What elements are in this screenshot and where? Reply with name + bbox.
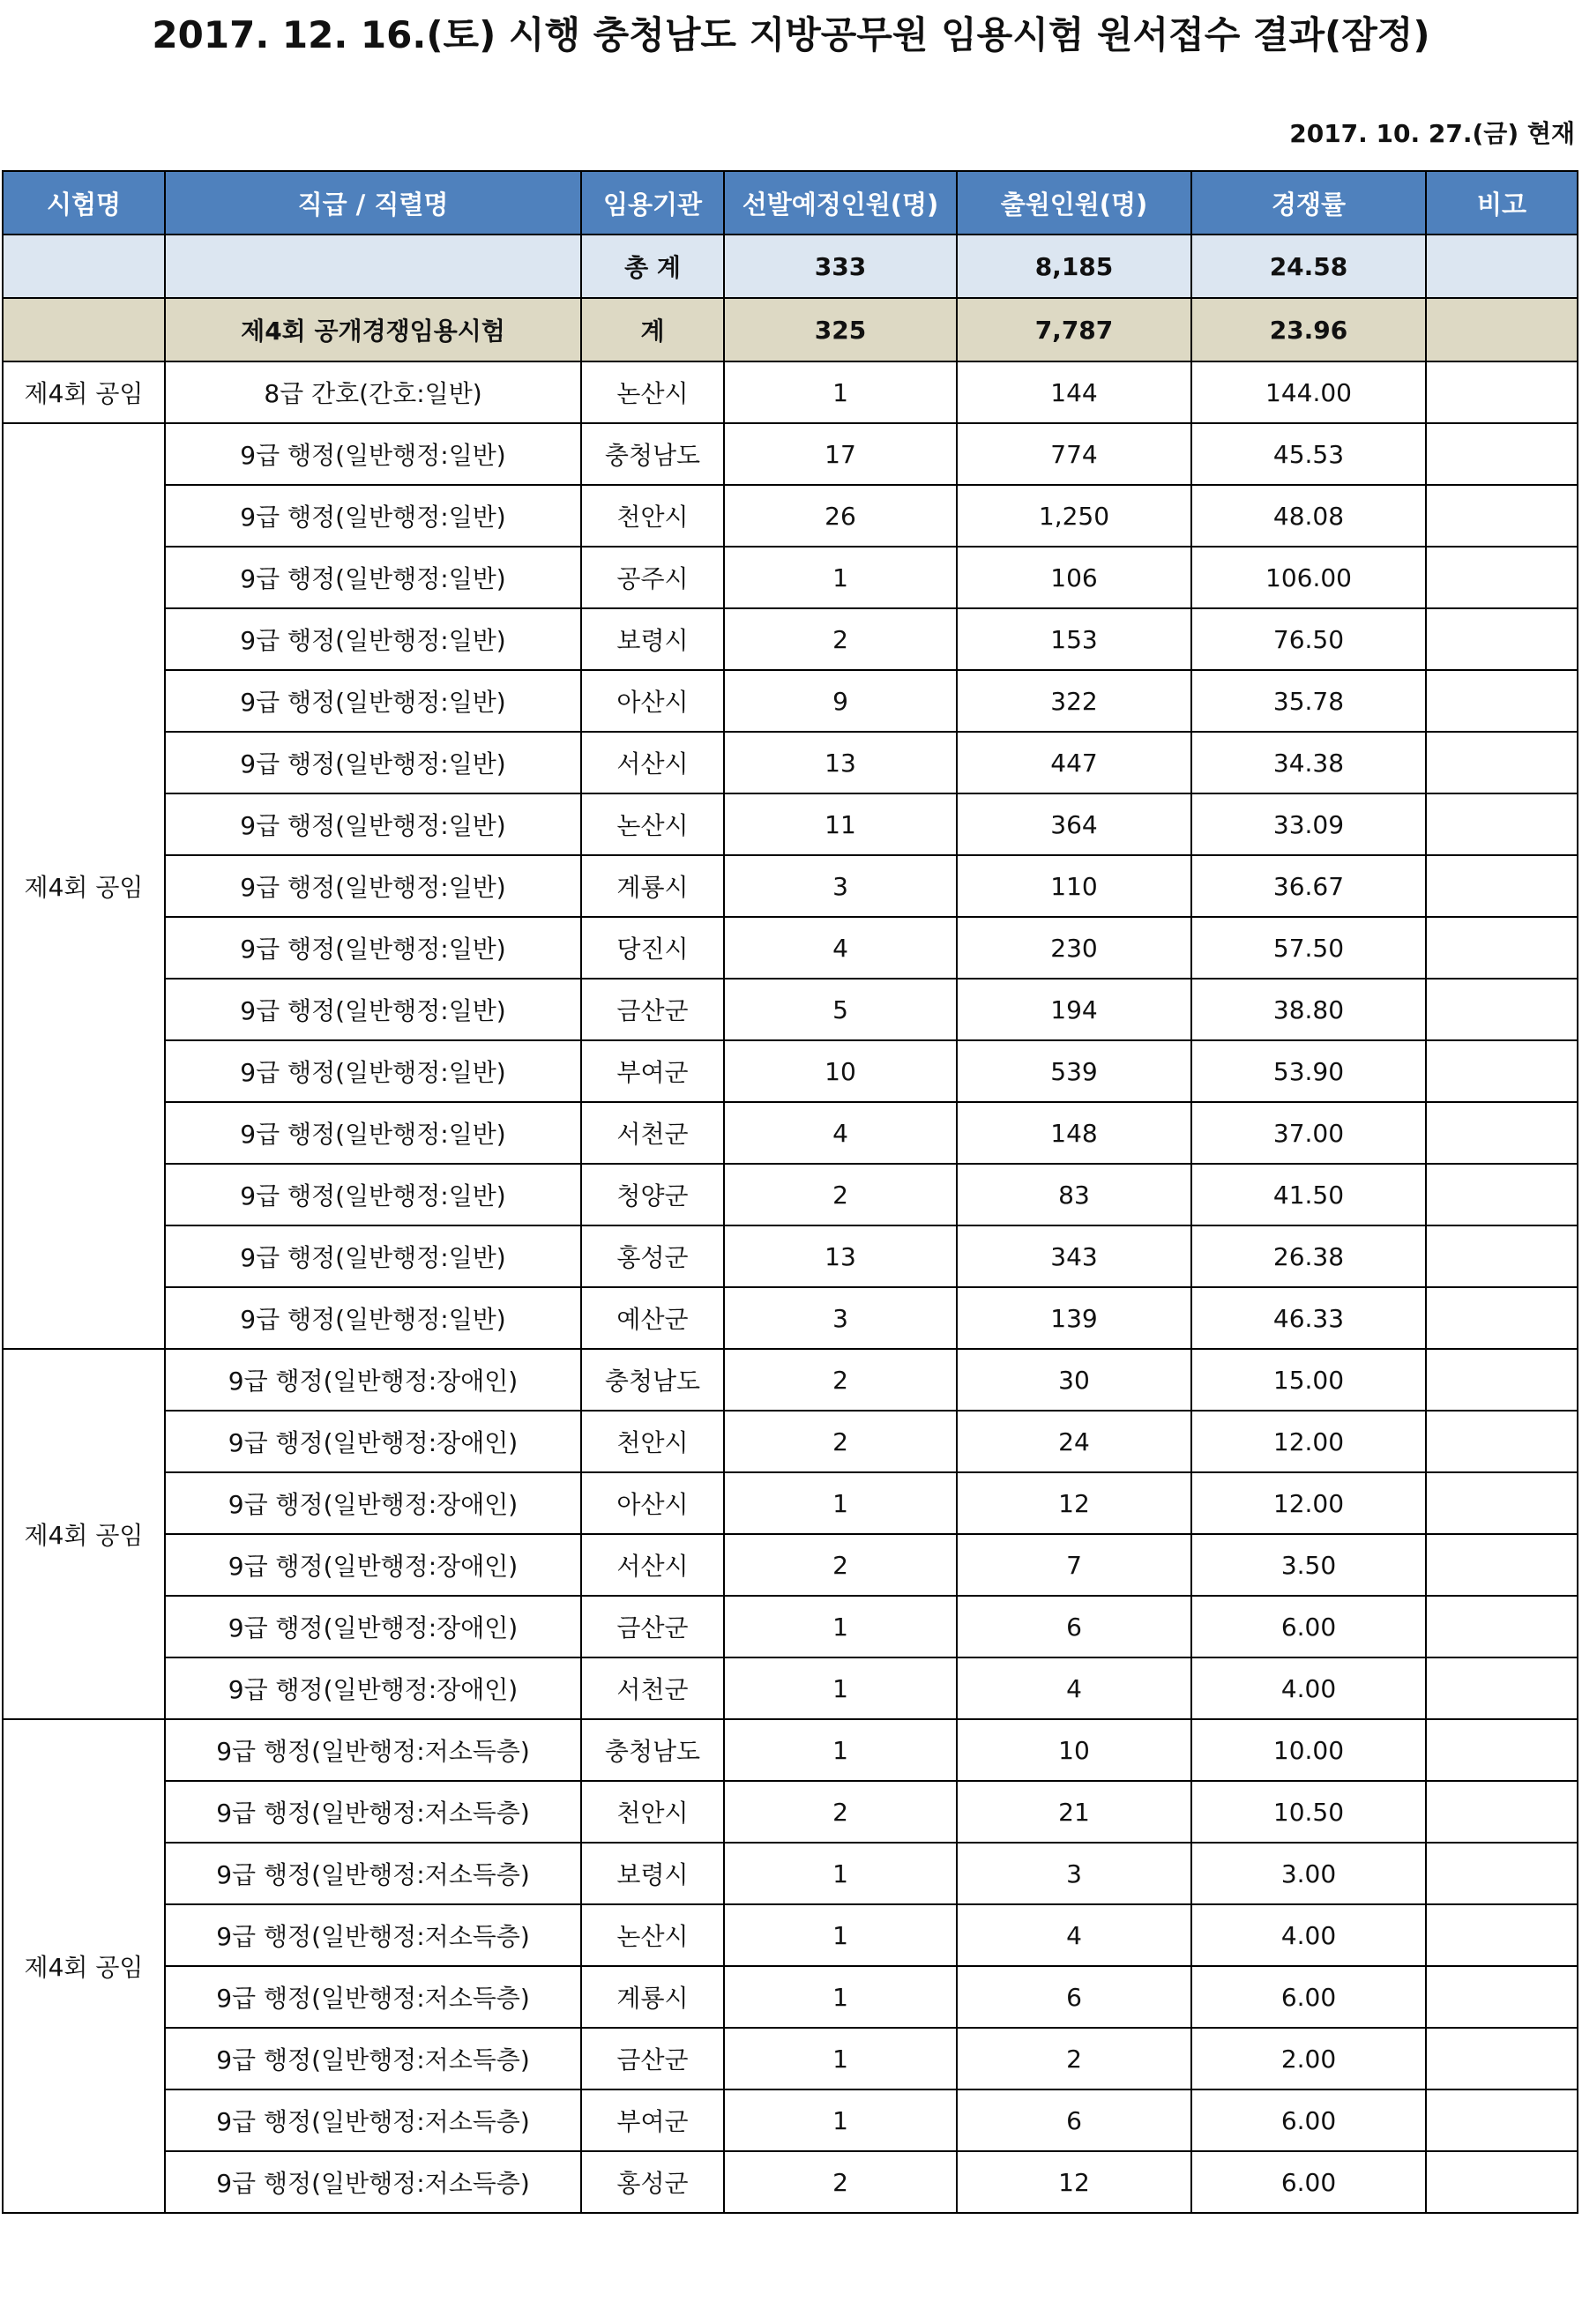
applicants-cell: 447 [957, 732, 1191, 793]
note-cell [1426, 2089, 1578, 2151]
ratio-cell: 106.00 [1191, 547, 1426, 608]
ratio-cell: 12.00 [1191, 1411, 1426, 1472]
applicants-cell: 6 [957, 2089, 1191, 2151]
col-selected: 선발예정인원(명) [724, 171, 957, 235]
table-row [3, 1349, 1578, 1411]
note-cell [1426, 2151, 1578, 2213]
grade-cell: 9급 행정(일반행정:저소득층) [165, 1781, 581, 1843]
subtotal-selected: 325 [724, 298, 957, 361]
table-row [3, 732, 1578, 793]
grade-cell: 9급 행정(일반행정:장애인) [165, 1657, 581, 1719]
ratio-cell: 10.50 [1191, 1781, 1426, 1843]
grade-cell: 9급 행정(일반행정:저소득층) [165, 1843, 581, 1904]
selected-cell: 3 [724, 855, 957, 917]
selected-cell: 13 [724, 1225, 957, 1287]
subtotal-ratio: 23.96 [1191, 298, 1426, 361]
note-cell [1426, 1966, 1578, 2028]
total-label: 총 계 [581, 235, 724, 298]
note-cell [1426, 485, 1578, 547]
selected-cell: 1 [724, 1904, 957, 1966]
grade-cell: 9급 행정(일반행정:일반) [165, 608, 581, 670]
note-cell [1426, 1781, 1578, 1843]
table-row [3, 979, 1578, 1040]
org-cell: 논산시 [581, 793, 724, 855]
ratio-cell: 76.50 [1191, 608, 1426, 670]
applicants-cell: 7 [957, 1534, 1191, 1596]
org-cell: 부여군 [581, 1040, 724, 1102]
table-row [3, 1287, 1578, 1349]
applicants-cell: 3 [957, 1843, 1191, 1904]
ratio-cell: 45.53 [1191, 423, 1426, 485]
as-of-date: 2017. 10. 27.(금) 현재 [1289, 119, 1575, 148]
ratio-cell: 15.00 [1191, 1349, 1426, 1411]
table-row [3, 670, 1578, 732]
table-row [3, 1102, 1578, 1164]
org-cell: 천안시 [581, 485, 724, 547]
table-row [3, 547, 1578, 608]
note-cell [1426, 1843, 1578, 1904]
applicants-cell: 139 [957, 1287, 1191, 1349]
col-grade: 직급 / 직렬명 [165, 171, 581, 235]
note-cell [1426, 1472, 1578, 1534]
grade-cell: 9급 행정(일반행정:일반) [165, 670, 581, 732]
note-cell [1426, 793, 1578, 855]
org-cell: 충청남도 [581, 1719, 724, 1781]
selected-cell: 2 [724, 608, 957, 670]
selected-cell: 1 [724, 547, 957, 608]
applicants-cell: 21 [957, 1781, 1191, 1843]
note-cell [1426, 1102, 1578, 1164]
grade-cell: 9급 행정(일반행정:일반) [165, 732, 581, 793]
ratio-cell: 36.67 [1191, 855, 1426, 917]
selected-cell: 26 [724, 485, 957, 547]
ratio-cell: 38.80 [1191, 979, 1426, 1040]
selected-cell: 1 [724, 361, 957, 423]
subtotal-applicants: 7,787 [957, 298, 1191, 361]
table-row [3, 1596, 1578, 1657]
applicants-cell: 148 [957, 1102, 1191, 1164]
note-cell [1426, 361, 1578, 423]
org-cell: 당진시 [581, 917, 724, 979]
table-row [3, 1657, 1578, 1719]
ratio-cell: 46.33 [1191, 1287, 1426, 1349]
note-cell [1426, 917, 1578, 979]
total-row [3, 235, 1578, 298]
ratio-cell: 41.50 [1191, 1164, 1426, 1225]
applicants-cell: 230 [957, 917, 1191, 979]
org-cell: 아산시 [581, 670, 724, 732]
table-row [3, 855, 1578, 917]
col-org: 임용기관 [581, 171, 724, 235]
applicants-cell: 1,250 [957, 485, 1191, 547]
subtotal-name: 제4회 공개경쟁임용시험 [165, 298, 581, 361]
table-row [3, 2028, 1578, 2089]
ratio-cell: 35.78 [1191, 670, 1426, 732]
note-cell [1426, 670, 1578, 732]
selected-cell: 1 [724, 2089, 957, 2151]
selected-cell: 2 [724, 2151, 957, 2213]
org-cell: 아산시 [581, 1472, 724, 1534]
org-cell: 홍성군 [581, 1225, 724, 1287]
org-cell: 논산시 [581, 1904, 724, 1966]
selected-cell: 1 [724, 1966, 957, 2028]
org-cell: 서산시 [581, 1534, 724, 1596]
table-row [3, 1781, 1578, 1843]
ratio-cell: 33.09 [1191, 793, 1426, 855]
results-table [2, 170, 1578, 2214]
org-cell: 보령시 [581, 608, 724, 670]
grade-cell: 9급 행정(일반행정:일반) [165, 485, 581, 547]
ratio-cell: 144.00 [1191, 361, 1426, 423]
applicants-cell: 322 [957, 670, 1191, 732]
applicants-cell: 6 [957, 1596, 1191, 1657]
note-cell [1426, 1040, 1578, 1102]
org-cell: 서산시 [581, 732, 724, 793]
selected-cell: 2 [724, 1349, 957, 1411]
grade-cell: 9급 행정(일반행정:일반) [165, 979, 581, 1040]
org-cell: 금산군 [581, 979, 724, 1040]
col-exam-name: 시험명 [3, 171, 165, 235]
selected-cell: 10 [724, 1040, 957, 1102]
org-cell: 청양군 [581, 1164, 724, 1225]
table-row [3, 1225, 1578, 1287]
org-cell: 서천군 [581, 1102, 724, 1164]
table-row [3, 1904, 1578, 1966]
exam-name-cell: 제4회 공임 [3, 1719, 165, 2213]
grade-cell: 9급 행정(일반행정:저소득층) [165, 2151, 581, 2213]
selected-cell: 3 [724, 1287, 957, 1349]
ratio-cell: 6.00 [1191, 1596, 1426, 1657]
note-cell [1426, 423, 1578, 485]
note-cell [1426, 608, 1578, 670]
ratio-cell: 6.00 [1191, 1966, 1426, 2028]
total-applicants: 8,185 [957, 235, 1191, 298]
selected-cell: 1 [724, 1719, 957, 1781]
exam-name-cell: 제4회 공임 [3, 361, 165, 423]
note-cell [1426, 1534, 1578, 1596]
table-row [3, 1040, 1578, 1102]
note-cell [1426, 1225, 1578, 1287]
grade-cell: 9급 행정(일반행정:일반) [165, 917, 581, 979]
org-cell: 금산군 [581, 2028, 724, 2089]
selected-cell: 13 [724, 732, 957, 793]
table-row [3, 2151, 1578, 2213]
ratio-cell: 26.38 [1191, 1225, 1426, 1287]
applicants-cell: 153 [957, 608, 1191, 670]
applicants-cell: 83 [957, 1164, 1191, 1225]
note-cell [1426, 1349, 1578, 1411]
applicants-cell: 24 [957, 1411, 1191, 1472]
grade-cell: 9급 행정(일반행정:저소득층) [165, 2089, 581, 2151]
table-row [3, 1719, 1578, 1781]
table-row [3, 2089, 1578, 2151]
note-cell [1426, 1596, 1578, 1657]
grade-cell: 9급 행정(일반행정:장애인) [165, 1411, 581, 1472]
selected-cell: 5 [724, 979, 957, 1040]
grade-cell: 9급 행정(일반행정:장애인) [165, 1596, 581, 1657]
applicants-cell: 343 [957, 1225, 1191, 1287]
selected-cell: 2 [724, 1534, 957, 1596]
table-row [3, 1534, 1578, 1596]
note-cell [1426, 732, 1578, 793]
page-title: 2017. 12. 16.(토) 시행 충청남도 지방공무원 임용시험 원서접수 결과(잠정) [152, 13, 1430, 56]
note-cell [1426, 855, 1578, 917]
applicants-cell: 110 [957, 855, 1191, 917]
grade-cell: 9급 행정(일반행정:일반) [165, 547, 581, 608]
col-ratio: 경쟁률 [1191, 171, 1426, 235]
table-row [3, 1164, 1578, 1225]
total-selected: 333 [724, 235, 957, 298]
org-cell: 홍성군 [581, 2151, 724, 2213]
exam-name-cell: 제4회 공임 [3, 1349, 165, 1719]
org-cell: 공주시 [581, 547, 724, 608]
selected-cell: 9 [724, 670, 957, 732]
col-note: 비고 [1426, 171, 1578, 235]
org-cell: 금산군 [581, 1596, 724, 1657]
note-cell [1426, 1164, 1578, 1225]
col-applicants: 출원인원(명) [957, 171, 1191, 235]
ratio-cell: 37.00 [1191, 1102, 1426, 1164]
note-cell [1426, 1904, 1578, 1966]
ratio-cell: 2.00 [1191, 2028, 1426, 2089]
grade-cell: 9급 행정(일반행정:저소득층) [165, 1966, 581, 2028]
grade-cell: 9급 행정(일반행정:저소득층) [165, 1904, 581, 1966]
grade-cell: 9급 행정(일반행정:저소득층) [165, 1719, 581, 1781]
ratio-cell: 3.00 [1191, 1843, 1426, 1904]
table-row [3, 423, 1578, 485]
applicants-cell: 2 [957, 2028, 1191, 2089]
selected-cell: 1 [724, 2028, 957, 2089]
ratio-cell: 57.50 [1191, 917, 1426, 979]
note-cell [1426, 1719, 1578, 1781]
grade-cell: 9급 행정(일반행정:일반) [165, 793, 581, 855]
org-cell: 서천군 [581, 1657, 724, 1719]
grade-cell: 9급 행정(일반행정:저소득층) [165, 2028, 581, 2089]
selected-cell: 1 [724, 1596, 957, 1657]
note-cell [1426, 1411, 1578, 1472]
applicants-cell: 6 [957, 1966, 1191, 2028]
applicants-cell: 774 [957, 423, 1191, 485]
grade-cell: 9급 행정(일반행정:일반) [165, 1287, 581, 1349]
applicants-cell: 144 [957, 361, 1191, 423]
org-cell: 계룡시 [581, 855, 724, 917]
ratio-cell: 6.00 [1191, 2089, 1426, 2151]
org-cell: 충청남도 [581, 1349, 724, 1411]
table-row [3, 917, 1578, 979]
applicants-cell: 12 [957, 1472, 1191, 1534]
subtotal-label: 계 [581, 298, 724, 361]
note-cell [1426, 547, 1578, 608]
subtotal-row [3, 298, 1578, 361]
org-cell: 충청남도 [581, 423, 724, 485]
applicants-cell: 4 [957, 1657, 1191, 1719]
ratio-cell: 10.00 [1191, 1719, 1426, 1781]
org-cell: 논산시 [581, 361, 724, 423]
applicants-cell: 106 [957, 547, 1191, 608]
ratio-cell: 53.90 [1191, 1040, 1426, 1102]
selected-cell: 2 [724, 1781, 957, 1843]
header-row [3, 171, 1578, 235]
table-row [3, 608, 1578, 670]
ratio-cell: 3.50 [1191, 1534, 1426, 1596]
exam-name-cell: 제4회 공임 [3, 423, 165, 1349]
selected-cell: 2 [724, 1164, 957, 1225]
total-ratio: 24.58 [1191, 235, 1426, 298]
selected-cell: 11 [724, 793, 957, 855]
ratio-cell: 4.00 [1191, 1657, 1426, 1719]
ratio-cell: 34.38 [1191, 732, 1426, 793]
grade-cell: 9급 행정(일반행정:일반) [165, 1164, 581, 1225]
selected-cell: 1 [724, 1657, 957, 1719]
grade-cell: 9급 행정(일반행정:일반) [165, 1225, 581, 1287]
selected-cell: 17 [724, 423, 957, 485]
grade-cell: 9급 행정(일반행정:장애인) [165, 1349, 581, 1411]
grade-cell: 9급 행정(일반행정:장애인) [165, 1534, 581, 1596]
grade-cell: 9급 행정(일반행정:일반) [165, 855, 581, 917]
org-cell: 부여군 [581, 2089, 724, 2151]
ratio-cell: 48.08 [1191, 485, 1426, 547]
applicants-cell: 194 [957, 979, 1191, 1040]
applicants-cell: 4 [957, 1904, 1191, 1966]
org-cell: 천안시 [581, 1781, 724, 1843]
applicants-cell: 10 [957, 1719, 1191, 1781]
table-row [3, 361, 1578, 423]
note-cell [1426, 1287, 1578, 1349]
selected-cell: 2 [724, 1411, 957, 1472]
table-row [3, 1966, 1578, 2028]
org-cell: 예산군 [581, 1287, 724, 1349]
note-cell [1426, 979, 1578, 1040]
table-row [3, 1843, 1578, 1904]
table-row [3, 1472, 1578, 1534]
table-row [3, 485, 1578, 547]
grade-cell: 9급 행정(일반행정:일반) [165, 1102, 581, 1164]
ratio-cell: 6.00 [1191, 2151, 1426, 2213]
selected-cell: 4 [724, 917, 957, 979]
selected-cell: 4 [724, 1102, 957, 1164]
grade-cell: 9급 행정(일반행정:장애인) [165, 1472, 581, 1534]
note-cell [1426, 2028, 1578, 2089]
applicants-cell: 12 [957, 2151, 1191, 2213]
grade-cell: 9급 행정(일반행정:일반) [165, 1040, 581, 1102]
ratio-cell: 4.00 [1191, 1904, 1426, 1966]
grade-cell: 8급 간호(간호:일반) [165, 361, 581, 423]
applicants-cell: 364 [957, 793, 1191, 855]
applicants-cell: 30 [957, 1349, 1191, 1411]
applicants-cell: 539 [957, 1040, 1191, 1102]
selected-cell: 1 [724, 1472, 957, 1534]
note-cell [1426, 1657, 1578, 1719]
table-row [3, 793, 1578, 855]
table-row [3, 1411, 1578, 1472]
selected-cell: 1 [724, 1843, 957, 1904]
grade-cell: 9급 행정(일반행정:일반) [165, 423, 581, 485]
org-cell: 보령시 [581, 1843, 724, 1904]
org-cell: 계룡시 [581, 1966, 724, 2028]
org-cell: 천안시 [581, 1411, 724, 1472]
ratio-cell: 12.00 [1191, 1472, 1426, 1534]
